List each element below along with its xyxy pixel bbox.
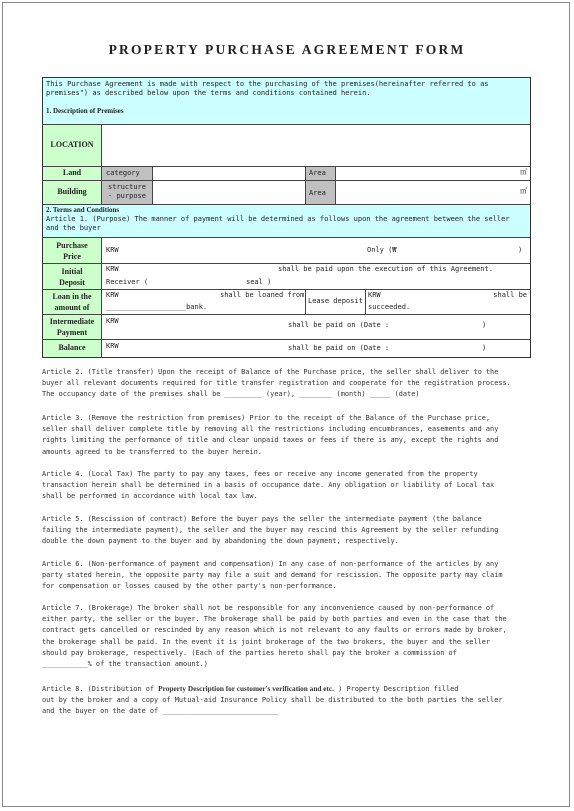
section-1-heading: 1. Description of Premises xyxy=(46,107,124,115)
purchase-price-label xyxy=(43,237,101,263)
article-line: rights limiting the performance of title and clear unpaid taxes or fees if there is any, except the rights and xyxy=(42,436,499,445)
loan-label-line: amount of xyxy=(54,303,90,312)
krw-label: KRW xyxy=(106,291,119,299)
close-paren: ) xyxy=(482,344,487,352)
krw-label: KRW xyxy=(368,291,381,299)
article-8 xyxy=(42,683,534,718)
initial-deposit-field[interactable] xyxy=(101,263,530,289)
paid-on-execution-text: shall be paid upon the execution of this Agreement. xyxy=(278,265,493,273)
shall-be-text: shall be xyxy=(493,291,527,299)
article-6 xyxy=(42,559,534,593)
article-8-prefix: Article 8. (Distribution of xyxy=(42,685,159,693)
article-line: amounts agreed to be transferred to the buyer herein. xyxy=(42,447,262,456)
section-2-block xyxy=(43,204,530,237)
krw-label: KRW xyxy=(106,265,119,273)
article-8-bold-title: Property Description for customer's verification and etc. xyxy=(158,684,334,693)
article-line xyxy=(42,683,534,695)
article-line: transaction herein shall be determined in a basis of occupance date. Any obligation or liability of Local tax xyxy=(42,481,495,490)
paid-on-date-text: shall be paid on (Date : xyxy=(288,344,390,352)
article-3 xyxy=(42,413,534,458)
intro-line: This Purchase Agreement is made with respect to the purchasing of the premises(hereinafter referred to as xyxy=(46,80,489,88)
intermediate-label-line: Intermediate xyxy=(49,317,95,326)
krw-label: KRW xyxy=(106,342,119,350)
initial-deposit-label-line: Deposit xyxy=(59,278,85,287)
land-area-input[interactable] xyxy=(335,166,530,180)
building-structure-input[interactable] xyxy=(152,180,305,204)
article-line: should pay brokerage, respectively. (Each of the parties hereto shall pay the broker a commission of xyxy=(42,648,457,657)
succeeded-text: succeeded. xyxy=(368,303,411,311)
agreement-form-table xyxy=(42,77,531,358)
article-line: Article 6. (Non-performance of payment and compensation) In any case of non-performance of the articles by any xyxy=(42,560,499,568)
initial-deposit-label-line: Initial xyxy=(61,267,83,276)
close-paren: ) xyxy=(518,246,523,254)
article-line: out by the broker and a copy of Mutual-aid Insurance Policy shall be distributed to the both parties the seller xyxy=(42,696,503,705)
intermediate-payment-label xyxy=(43,314,101,339)
loaned-from-text: shall be loaned from xyxy=(220,291,305,299)
article-line: failing the intermediate payment), the seller and the buyer may rescind this Agreement by the seller refunding xyxy=(42,526,499,535)
intro-line: premises") as described below upon the terms and conditions contained herein. xyxy=(46,89,371,97)
structure-purpose-label xyxy=(101,180,152,204)
article-line: shall be performed in accordance with local tax law. xyxy=(42,492,258,501)
paid-on-date-text: shall be paid on (Date : xyxy=(288,321,390,329)
land-label: Land xyxy=(43,166,101,180)
land-category-input[interactable] xyxy=(152,166,305,180)
article-line: double the down payment to the buyer and by abandoning the down payment, respectively. xyxy=(42,537,399,546)
article-line: Article 5. (Rescission of contract) Before the buyer pays the seller the intermediate payment (the balance xyxy=(42,515,482,523)
article-5 xyxy=(42,514,534,548)
sqm-unit: ㎡ xyxy=(520,187,527,195)
purpose-text: - purpose xyxy=(108,192,146,200)
section-2-heading: 2. Terms and Conditions xyxy=(46,206,120,214)
article-1-line: Article 1. (Purpose) The manner of payment will be determined as follows upon the agreement between the seller xyxy=(46,215,510,223)
article-line: party stated herein, the opposite party may file a suit and demand for rescission. The opposite party may claim xyxy=(42,571,503,580)
bank-text: ___________________bank. xyxy=(106,303,208,311)
building-area-input[interactable] xyxy=(335,180,530,204)
intro-block xyxy=(43,78,530,124)
building-area-label: Area xyxy=(305,180,335,204)
article-line: Article 4. (Local Tax) The party to pay any taxes, fees or receive any income generated from the property xyxy=(42,470,478,478)
intermediate-payment-field[interactable] xyxy=(101,314,530,339)
document-title: PROPERTY PURCHASE AGREEMENT FORM xyxy=(108,42,466,57)
article-7 xyxy=(42,603,534,670)
loan-label-line: Loan in the xyxy=(52,292,92,301)
article-line: and the buyer on the date of ____________________________ xyxy=(42,707,279,716)
article-2 xyxy=(42,367,534,401)
seal-text: seal ) xyxy=(246,278,272,286)
sqm-unit: ㎡ xyxy=(520,168,527,176)
lease-deposit-field[interactable] xyxy=(365,289,530,314)
lease-deposit-label: Lease deposit xyxy=(305,289,365,314)
purchase-price-label-line: Purchase xyxy=(56,241,88,250)
purchase-price-field[interactable] xyxy=(101,237,530,263)
building-label: Building xyxy=(43,180,101,204)
location-label: LOCATION xyxy=(43,124,101,166)
receiver-text: Receiver ( xyxy=(106,278,149,286)
krw-label: KRW xyxy=(106,246,119,254)
article-line: the brokerage shall be paid. In the event it is joint brokerage of the two brokers, the buyer and the seller xyxy=(42,637,491,646)
only-won-text: Only (₩ xyxy=(367,246,397,254)
article-line: Article 7. (Brokerage) The broker shall not be responsible for any inconvenience caused by non-performance of xyxy=(42,604,495,612)
article-line: either party, the seller or the buyer. The brokerage shall be paid by both parties and even in the case that the xyxy=(42,615,507,624)
article-4 xyxy=(42,469,534,503)
article-line: Article 2. (Title transfer) Upon the receipt of Balance of the Purchase price, the seller shall deliver to the xyxy=(42,368,499,376)
article-line: ___________% of the transaction amount.) xyxy=(42,660,208,669)
intermediate-label-line: Payment xyxy=(56,328,88,337)
structure-text: structure xyxy=(108,183,146,191)
loan-amount-field[interactable] xyxy=(101,289,305,314)
loan-label xyxy=(43,289,101,314)
initial-deposit-label xyxy=(43,263,101,289)
balance-label: Balance xyxy=(43,339,101,357)
article-line: buyer all relevant documents required for title transfer registration and cooperate for the registration process. xyxy=(42,379,511,388)
article-line: The occupancy date of the premises shall be _________ (year), ________ (month) _____ (date) xyxy=(42,390,420,399)
article-8-suffix: ) Property Description filled xyxy=(334,685,459,693)
close-paren: ) xyxy=(482,321,487,329)
article-line: Article 3. (Remove the restriction from premises) Prior to the receipt of the Balance of the Purchase price, xyxy=(42,414,491,422)
article-line: contract gets cancelled or rescinded by any reason which is not relevant to any faults or errors made by broker, xyxy=(42,626,507,635)
article-line: seller shall deliver complete title by removing all the restrictions including encumbrances, easements and any xyxy=(42,425,499,434)
location-input[interactable] xyxy=(101,124,530,166)
article-line: for compensation or losses caused by the other party's non-performance. xyxy=(42,582,337,591)
land-category-label: category xyxy=(101,166,152,180)
balance-field[interactable] xyxy=(101,339,530,357)
land-area-label: Area xyxy=(305,166,335,180)
article-1-line: and the buyer xyxy=(46,224,101,232)
krw-label: KRW xyxy=(106,317,119,325)
purchase-price-label-line: Price xyxy=(63,252,81,261)
